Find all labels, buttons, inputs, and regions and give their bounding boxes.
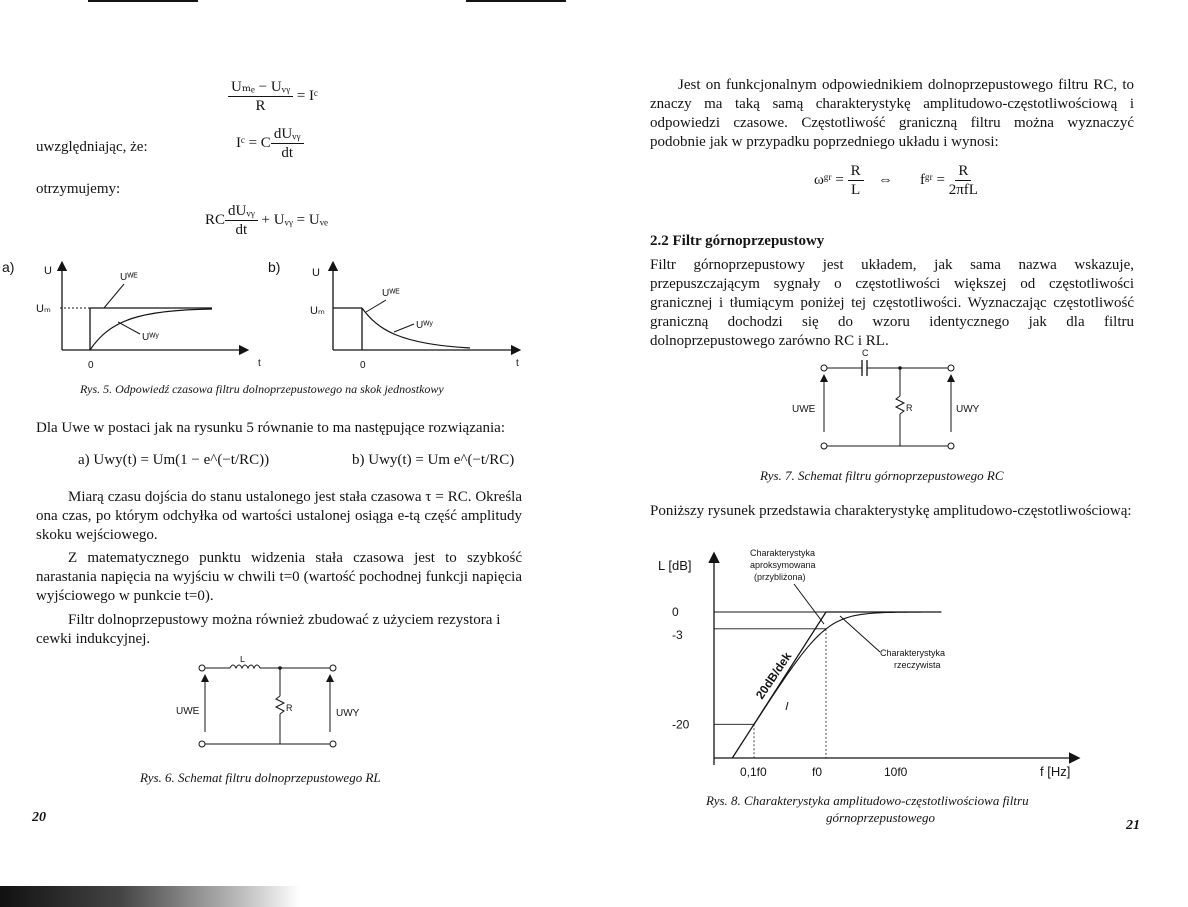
approx-label-3: (przybliżona): [754, 572, 806, 582]
um-b: Uₘ: [310, 305, 325, 317]
solution-a: a) Uwy(t) = Um(1 − e^(−t/RC)): [78, 452, 270, 468]
label-b: b): [268, 259, 281, 275]
axis-u-a: U: [44, 265, 52, 277]
figure-bode-plot: [654, 540, 1124, 790]
origin-b: 0: [360, 360, 366, 371]
y-tick-label: -20: [672, 717, 690, 732]
top-rule-left: [88, 0, 198, 2]
u-we-b: Uᵂᴱ: [382, 288, 400, 299]
x-tick-label: 10f0: [884, 765, 908, 779]
axis-t-a: t: [258, 358, 261, 369]
um-a: Uₘ: [36, 303, 51, 315]
caption-fig8-line2: górnoprzepustowego: [826, 810, 936, 825]
component-r-6: R: [286, 703, 293, 713]
equation-differential: RC $\frac{\text{dUᵥᵧ}}{dt}$ + Uᵥᵧ = Uᵥₑ: [205, 203, 328, 238]
scan-shadow: [0, 886, 300, 907]
paragraph-rl-equivalent: Jest on funkcjonalnym odpowiednikiem dolnoprzepustowego filtru RC, to znaczy ma taką samą charakterystykę amplitudowo-częstotliwościową i odpowiedzi czasowe. Częstotliwość graniczną filtru można wyznaczyć podobnie jak w przypadku poprzedniego układu i wynosi:: [650, 77, 1134, 150]
x-tick-label: 0,1f0: [740, 765, 767, 779]
component-l: L: [240, 656, 246, 664]
caption-fig8-line1: Rys. 8. Charakterystyka amplitudowo-częstotliwościowa filtru: [706, 793, 1029, 808]
top-rule-right: [466, 0, 566, 2]
caption-fig7: Rys. 7. Schemat filtru górnoprzepustowego RC: [760, 468, 1004, 483]
axis-u-b: U: [312, 267, 320, 279]
y-tick-label: -3: [672, 627, 683, 642]
approx-label-2: aproksymowana: [750, 560, 816, 570]
paragraph-rl-filter: Filtr dolnoprzepustowy można również zbudować z użyciem rezystora i cewki indukcyjnej.: [36, 612, 501, 647]
page-number-right: 21: [1126, 818, 1140, 833]
right-page: [594, 0, 1188, 907]
origin-a: 0: [88, 360, 94, 371]
figure-step-response: [0, 258, 560, 376]
input-label-6: UWE: [176, 706, 200, 717]
considering-label: uwzględniając, że:: [36, 139, 148, 155]
equation-equivalence-arrow: ⇔: [878, 172, 893, 188]
output-label-6: UWY: [336, 708, 360, 719]
paragraph-math-view: Z matematycznego punktu widzenia stała czasowa jest to szybkość narastania napięcia na wyjściu w chwili t=0 (wartość pochodnej funkcji napięcia wyjściowego w punkcie t=0).: [36, 550, 522, 604]
figure-rl-schematic: [170, 656, 360, 756]
equation-omega: ωᵍʳ = $\frac{R}{L}$: [814, 162, 864, 199]
y-tick-label: 0: [672, 605, 679, 619]
caption-fig5: Rys. 5. Odpowiedź czasowa filtru dolnoprzepustowego na skok jednostkowy: [80, 382, 444, 396]
axis-t-b: t: [516, 358, 519, 369]
u-wy-a: Uᵂʸ: [142, 332, 159, 343]
component-c: C: [862, 348, 869, 358]
paragraph-solutions-intro: Dla Uwe w postaci jak na rysunku 5 równanie to ma następujące rozwiązania:: [36, 420, 505, 436]
real-label-2: rzeczywista: [894, 660, 941, 670]
output-label-7: UWY: [956, 404, 980, 415]
paragraph-time-constant: Miarą czasu dojścia do stanu ustalonego jest stała czasowa τ = RC. Określa ona czas, po którym odchyłka od wartości ustalonej osiąga e-tą część amplitudy skoku wejściowego.: [36, 489, 522, 543]
component-r-7: R: [906, 403, 913, 413]
y-axis-label: L [dB]: [658, 558, 692, 573]
x-axis-label: f [Hz]: [1040, 764, 1071, 779]
u-wy-b: Uᵂʸ: [416, 320, 433, 331]
equation-current: $\frac{\text{Uₘₑ − Uᵥᵧ}}{R}$ = Iᶜ: [228, 78, 318, 115]
equation-capacitor-current: Iᶜ = C $\frac{\text{dUᵥᵧ}}{dt}$: [236, 125, 304, 162]
approx-label-1: Charakterystyka: [750, 548, 816, 558]
paragraph-characteristic-intro: Poniższy rysunek przedstawia charakterystykę amplitudowo-częstotliwościową:: [650, 503, 1132, 519]
section-heading: 2.2 Filtr górnoprzepustowy: [650, 233, 825, 249]
caption-fig6: Rys. 6. Schemat filtru dolnoprzepustowego RL: [140, 770, 381, 785]
label-a: a): [2, 259, 15, 275]
equation-frequency: fᵍʳ = $\frac{R}{\text{2πfL}}$: [920, 163, 978, 198]
paragraph-highpass: Filtr górnoprzepustowy jest układem, jak sama nazwa wskazuje, przepuszczającym sygnały o częstotliwości większej od częstotliwości granicznej i tłumiącym poniżej tej częstotliwości. Wyznaczając częstotliwość graniczną dochodzi się do wzoru identycznego jak dla filtru dolnoprzepustowego zarówno RC i RL.: [650, 257, 1134, 349]
real-label-1: Charakterystyka: [880, 648, 946, 658]
solution-b: b) Uwy(t) = Um e^(−t/RC): [352, 452, 515, 468]
input-label-7: UWE: [792, 404, 816, 415]
figure-rc-highpass-schematic: [790, 348, 990, 458]
slope-label: 20dB/dek: [752, 649, 795, 702]
u-we-a: Uᵂᴱ: [120, 272, 138, 283]
x-tick-label: f0: [812, 765, 823, 779]
obtain-label: otrzymujemy:: [36, 181, 121, 197]
page-number-left: 20: [32, 810, 46, 825]
